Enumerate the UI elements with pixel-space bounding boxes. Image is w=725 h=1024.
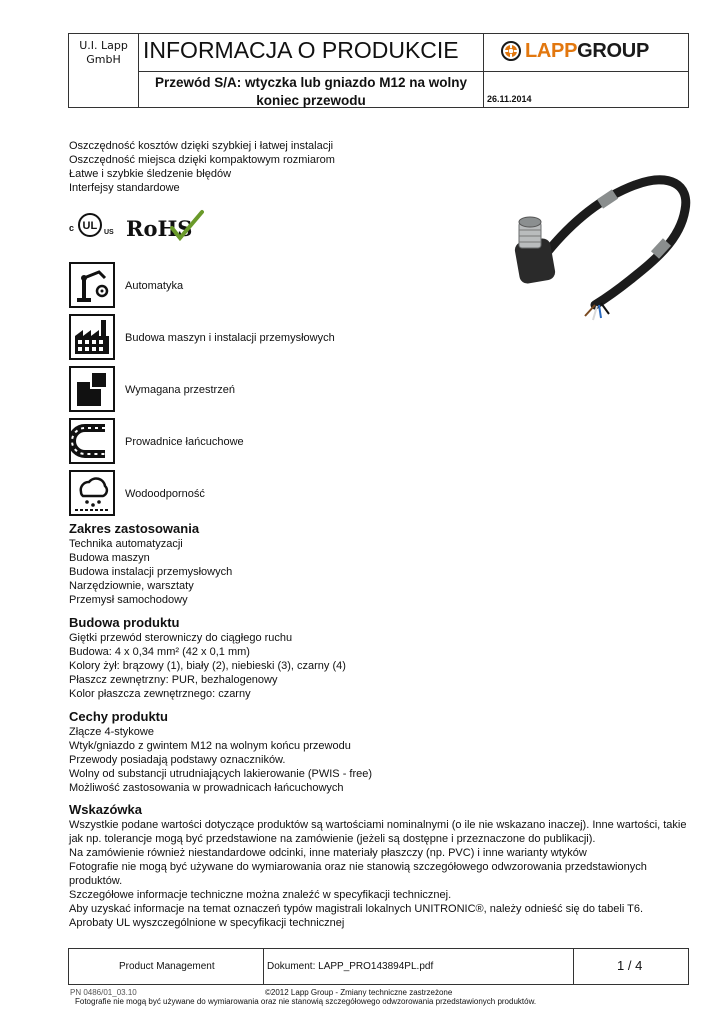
application-label: Wodoodporność	[125, 488, 205, 500]
header-table	[68, 33, 689, 108]
document-subtitle: Przewód S/A: wtyczka lub gniazdo M12 na wolny koniec przewodu	[154, 75, 468, 108]
section-notes	[69, 802, 689, 930]
document-title: INFORMACJA O PRODUKCIE	[143, 37, 459, 63]
section-title: Cechy produktu	[69, 709, 168, 724]
footer-page-number: 1 / 4	[617, 958, 643, 973]
section-line: Giętki przewód sterowniczy do ciągłego ruchu	[69, 632, 293, 644]
section-line: Technika automatyzacji	[69, 538, 183, 550]
lapp-group-logo-icon	[501, 41, 521, 61]
section-line: Wtyk/gniazdo z gwintem M12 na wolnym końcu przewodu	[69, 740, 351, 752]
section-product-construction	[69, 615, 346, 701]
svg-text:c: c	[69, 223, 75, 233]
space-saving-icon	[69, 366, 115, 412]
section-line: Budowa maszyn	[69, 552, 150, 564]
cable-chain-icon	[69, 418, 115, 464]
section-line: Przewody posiadają podstawy oznaczników.	[69, 754, 286, 766]
lapp-group-logo	[501, 40, 681, 66]
benefit-item: Łatwe i szybkie śledzenie błędów	[69, 168, 232, 180]
section-line: Budowa: 4 x 0,34 mm² (42 x 0,1 mm)	[69, 646, 250, 658]
benefit-item: Interfejsy standardowe	[69, 182, 180, 194]
company-name: U.I. Lapp GmbH	[79, 39, 128, 66]
section-title: Budowa produktu	[69, 615, 180, 630]
cul-us-icon	[68, 210, 120, 240]
note-paragraph: Na zamówienie również niestandardowe odcinki, inne materiały płaszczy (np. PVC) i inne warianty wtyków	[69, 847, 587, 859]
section-application-range	[69, 521, 232, 607]
logo-wordmark: LAPPGROUP	[525, 40, 649, 62]
document-date: 26.11.2014	[487, 94, 532, 104]
product-photo	[505, 160, 695, 325]
section-line: Wolny od substancji utrudniających lakierowanie (PWIS - free)	[69, 768, 373, 780]
svg-text:RoHS: RoHS	[126, 216, 193, 241]
certifications	[68, 208, 208, 244]
section-line: Narzędziownie, warsztaty	[69, 580, 194, 592]
water-resistant-icon	[69, 470, 115, 516]
section-line: Kolory żył: brązowy (1), biały (2), niebieski (3), czarny (4)	[69, 660, 346, 672]
section-product-features	[69, 709, 372, 795]
note-paragraph: Aby uzyskać informacje na temat oznaczeń typów magistrali lokalnych UNITRONIC®, należy odnieść się do tabeli T6.	[69, 903, 644, 915]
section-line: Płaszcz zewnętrzny: PUR, bezhalogenowy	[69, 674, 278, 686]
footer-disclaimer: Fotografie nie mogą być używane do wymiarowania oraz nie stanowią szczegółowego odwzorowania przedstawionych produktów.	[75, 997, 537, 1006]
footer-document: Dokument: LAPP_PRO143894PL.pdf	[267, 961, 434, 972]
application-label: Wymagana przestrzeń	[125, 384, 235, 396]
section-line: Kolor płaszcza zewnętrznego: czarny	[69, 688, 251, 700]
footer-copyright: ©2012 Lapp Group - Zmiany techniczne zastrzeżone	[265, 988, 453, 997]
section-line: Możliwość zastosowania w prowadnicach łańcuchowych	[69, 782, 344, 794]
note-paragraph: Aprobaty UL wyszczególnione w specyfikacji technicznej	[69, 917, 345, 929]
benefit-item: Oszczędność kosztów dzięki szybkiej i łatwej instalacji	[69, 140, 334, 152]
note-paragraph: Fotografie nie mogą być używane do wymiarowania oraz nie stanowią szczegółowego odwzorowania przedstawionych produktów.	[69, 861, 647, 887]
benefit-item: Oszczędność miejsca dzięki kompaktowym rozmiarom	[69, 154, 335, 166]
application-label: Prowadnice łańcuchowe	[125, 436, 244, 448]
factory-icon	[69, 314, 115, 360]
section-line: Budowa instalacji przemysłowych	[69, 566, 233, 578]
robot-arm-icon	[69, 262, 115, 308]
benefits-list	[69, 139, 335, 195]
application-label: Automatyka	[125, 280, 184, 292]
form-code: PN 0486/01_03.10	[70, 988, 137, 997]
section-line: Złącze 4-stykowe	[69, 726, 154, 738]
rohs-icon	[124, 208, 204, 244]
section-title: Zakres zastosowania	[69, 521, 200, 536]
svg-text:US: US	[104, 229, 114, 236]
section-title: Wskazówka	[69, 802, 142, 817]
application-label: Budowa maszyn i instalacji przemysłowych	[125, 332, 335, 344]
section-line: Przemysł samochodowy	[69, 594, 188, 606]
footer-table	[68, 948, 689, 985]
svg-text:UL: UL	[82, 220, 98, 232]
note-paragraph: Szczegółowe informacje techniczne można znaleźć w specyfikacji technicznej.	[69, 889, 452, 901]
note-paragraph: Wszystkie podane wartości dotyczące produktów są wartościami nominalnymi (o ile nie wskazano inaczej). Inne wartości, takie jak np. tolerancje mogą być przedstawione na zamówienie (jeżeli są dostępne i przeznaczone do publikacji).	[69, 819, 687, 845]
footer-department: Product Management	[119, 961, 215, 972]
